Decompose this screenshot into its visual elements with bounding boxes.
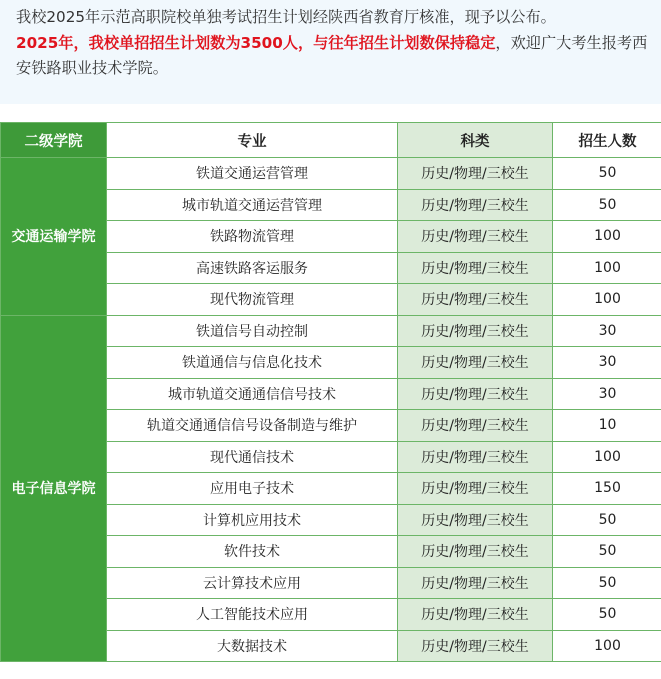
major-cell: 大数据技术 [107,630,398,662]
subject-cell: 历史/物理/三校生 [398,158,553,190]
subject-cell: 历史/物理/三校生 [398,630,553,662]
count-cell: 50 [553,599,661,631]
intro-welcome: ，欢迎广大考生报考西安铁路职业技术学院。 [16,33,648,77]
subject-cell: 历史/物理/三校生 [398,441,553,473]
subject-cell: 历史/物理/三校生 [398,567,553,599]
table-header-row [1,123,661,158]
table-row [1,158,661,190]
count-cell: 30 [553,378,661,410]
major-cell: 云计算技术应用 [107,567,398,599]
major-cell: 城市轨道交通通信信号技术 [107,378,398,410]
major-cell: 高速铁路客运服务 [107,252,398,284]
college-cell: 交通运输学院 [1,158,107,316]
count-cell: 30 [553,315,661,347]
intro-line: 我校2025年示范高职院校单独考试招生计划经陕西省教育厅核准，现予以公布。 [16,8,556,26]
subject-cell: 历史/物理/三校生 [398,378,553,410]
major-cell: 应用电子技术 [107,473,398,505]
enrollment-table [0,122,661,662]
enrollment-highlight: 2025年，我校单招招生计划数为3500人，与往年招生计划数保持稳定 [16,33,496,52]
major-cell: 现代通信技术 [107,441,398,473]
major-cell: 铁道信号自动控制 [107,315,398,347]
count-cell: 50 [553,158,661,190]
count-cell: 100 [553,630,661,662]
major-cell: 铁道通信与信息化技术 [107,347,398,379]
major-cell: 轨道交通通信信号设备制造与维护 [107,410,398,442]
major-cell: 计算机应用技术 [107,504,398,536]
subject-cell: 历史/物理/三校生 [398,252,553,284]
section-divider [0,104,661,122]
college-cell: 电子信息学院 [1,315,107,662]
header-college: 二级学院 [1,123,107,158]
header-count: 招生人数 [553,123,661,158]
count-cell: 50 [553,567,661,599]
subject-cell: 历史/物理/三校生 [398,599,553,631]
count-cell: 150 [553,473,661,505]
major-cell: 铁路物流管理 [107,221,398,253]
subject-cell: 历史/物理/三校生 [398,189,553,221]
subject-cell: 历史/物理/三校生 [398,284,553,316]
subject-cell: 历史/物理/三校生 [398,410,553,442]
count-cell: 100 [553,284,661,316]
subject-cell: 历史/物理/三校生 [398,315,553,347]
table-body [1,158,661,662]
count-cell: 50 [553,189,661,221]
major-cell: 人工智能技术应用 [107,599,398,631]
table-row [1,315,661,347]
major-cell: 软件技术 [107,536,398,568]
intro-paragraph [16,5,655,82]
count-cell: 30 [553,347,661,379]
count-cell: 100 [553,441,661,473]
subject-cell: 历史/物理/三校生 [398,536,553,568]
count-cell: 100 [553,221,661,253]
count-cell: 100 [553,252,661,284]
header-major: 专业 [107,123,398,158]
header-subject: 科类 [398,123,553,158]
count-cell: 10 [553,410,661,442]
major-cell: 现代物流管理 [107,284,398,316]
intro-notice [0,0,661,104]
subject-cell: 历史/物理/三校生 [398,473,553,505]
count-cell: 50 [553,504,661,536]
subject-cell: 历史/物理/三校生 [398,347,553,379]
subject-cell: 历史/物理/三校生 [398,504,553,536]
count-cell: 50 [553,536,661,568]
subject-cell: 历史/物理/三校生 [398,221,553,253]
major-cell: 铁道交通运营管理 [107,158,398,190]
major-cell: 城市轨道交通运营管理 [107,189,398,221]
